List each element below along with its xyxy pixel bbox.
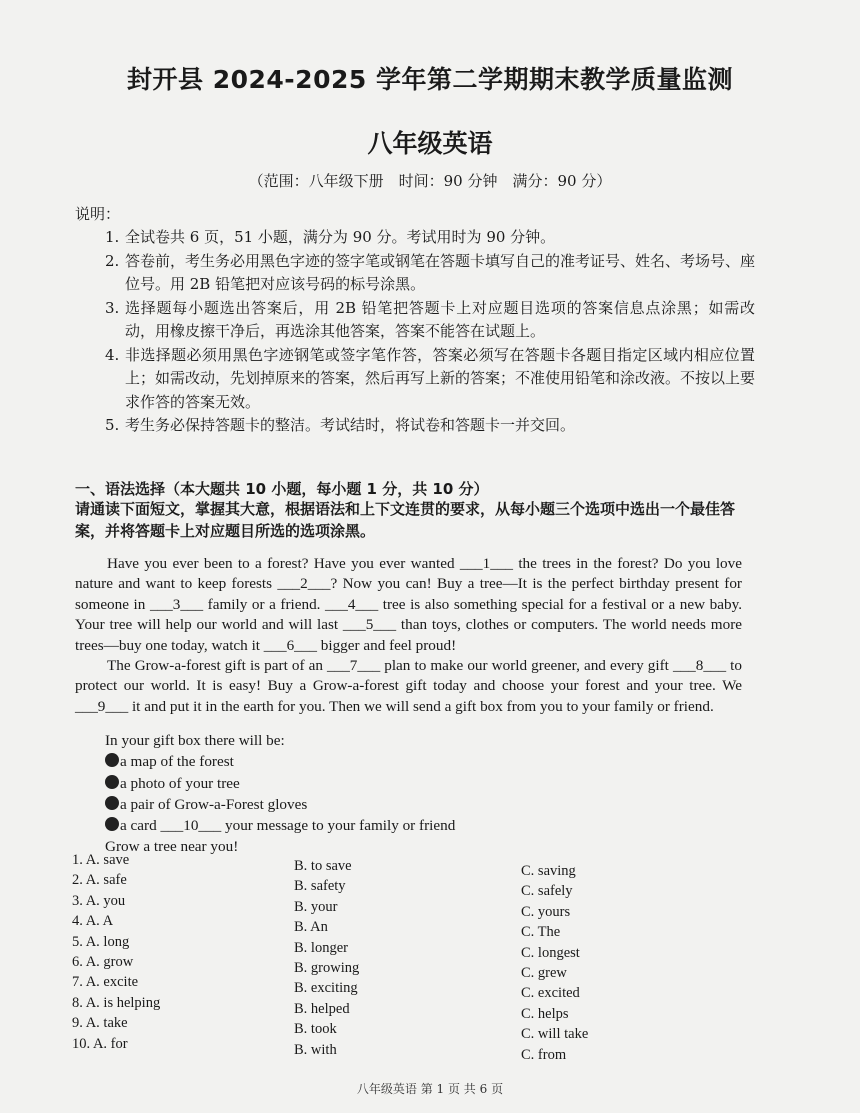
option-item: B. growing [294, 960, 360, 977]
notes-list [105, 226, 755, 438]
list-item [105, 815, 455, 836]
exam-subject: 八年级英语 [367, 129, 493, 158]
note-text: 答卷前，考生务必用黑色字迹的签字笔或钢笔在答题卡填写自己的准考证号、姓名、考场号、座位号。用 2B 铅笔把对应该号码的标号涂黑。 [125, 251, 756, 293]
note-text: 考生务必保持答题卡的整洁。考试结时，将试卷和答题卡一并交回。 [125, 416, 576, 434]
option-item: B. safety [294, 878, 346, 895]
bullet-icon [105, 796, 119, 810]
exam-title: 封开县 2024-2025 学年第二学期期末教学质量监测 [127, 65, 733, 94]
list-item [105, 773, 455, 794]
options-column-b [294, 856, 359, 1060]
note-number: 3. [105, 298, 120, 317]
bullet-icon [105, 775, 119, 789]
section-title: 一、语法选择（本大题共 10 小题，每小题 1 分，共 10 分） [75, 480, 489, 498]
option-item: 10. A. for [72, 1035, 128, 1052]
option-item: C. helps [521, 1005, 569, 1022]
option-item: 9. A. take [72, 1015, 128, 1032]
section-instruction: 请通读下面短文，掌握其大意，根据语法和上下文连贯的要求，从每小题三个选项中选出一个最佳答案，并将答题卡上对应题目所选的选项涂黑。 [75, 500, 736, 540]
option-item: B. longer [294, 939, 348, 956]
option-item: C. excited [521, 985, 580, 1002]
option-item: 6. A. grow [72, 954, 134, 971]
exam-scope: （范围：八年级下册 时间：90 分钟 满分：90 分） [248, 172, 612, 190]
list-intro: In your gift box there will be: [105, 732, 285, 749]
option-item: B. to save [294, 858, 352, 874]
option-item: C. will take [521, 1026, 589, 1043]
option-item: B. helped [294, 1000, 350, 1017]
note-number: 4. [105, 345, 120, 364]
gift-box-list [105, 730, 455, 858]
list-item [105, 794, 455, 815]
note-number: 2. [105, 251, 120, 270]
option-item: B. An [294, 919, 328, 936]
bullet-icon [105, 817, 119, 831]
option-item: 8. A. is helping [72, 994, 161, 1011]
option-item: B. took [294, 1021, 337, 1038]
option-item: 1. A. save [72, 852, 130, 868]
note-text: 选择题每小题选出答案后，用 2B 铅笔把答题卡上对应题目选项的答案信息点涂黑；如需改动，用橡皮擦干净后，再选涂其他答案，答案不能答在试题上。 [125, 298, 755, 340]
option-item: B. your [294, 898, 338, 915]
page-footer: 八年级英语 第 1 页 共 6 页 [356, 1082, 504, 1096]
option-item: 3. A. you [72, 892, 126, 909]
note-item [105, 344, 755, 415]
option-item: C. longest [521, 944, 580, 961]
list-item-text: a photo of your tree [120, 774, 240, 792]
list-item-text: a card ___10___ your message to your family or friend [120, 817, 456, 835]
passage-paragraph: The Grow-a-forest gift is part of an ___7___ plan to make our world greener, and every gift ___8___ to protect our world. It is easy! Buy a Grow-a-forest gift today and choose your forest and your tree. We ___9___ it and put it in the earth for you. Then we will send a gift box from you to your family or friend. [75, 657, 742, 715]
note-item [105, 226, 755, 250]
option-item: 2. A. safe [72, 872, 127, 889]
option-item: C. The [521, 924, 561, 941]
bullet-icon [105, 753, 119, 767]
list-item [105, 751, 455, 772]
option-item: C. yours [521, 903, 571, 920]
option-item: C. from [521, 1046, 567, 1063]
option-item: C. saving [521, 863, 576, 879]
list-closing: Grow a tree near you! [105, 838, 239, 856]
options-column-a [72, 850, 160, 1054]
option-item: B. with [294, 1041, 337, 1058]
note-text: 非选择题必须用黑色字迹钢笔或签字笔作答，答案必须写在答题卡各题目指定区域内相应位置上；如需改动，先划掉原来的答案，然后再写上新的答案；不准使用铅笔和涂改液。不按以上要求作答的答案无效。 [125, 345, 756, 411]
reading-passage [75, 554, 742, 717]
option-item: B. exciting [294, 980, 358, 997]
list-item-text: a pair of Grow-a-Forest gloves [120, 795, 308, 813]
note-text: 全试卷共 6 页，51 小题，满分为 90 分。考试用时为 90 分钟。 [125, 228, 556, 246]
note-item [105, 250, 755, 297]
note-number: 5. [105, 416, 120, 434]
passage-paragraph: Have you ever been to a forest? Have you ever wanted ___1___ the trees in the forest? Do you love nature and want to keep forests ___2___? Now you can! Buy a tree—It is the perfect birthday present for someone in ___3___ family or a friend. ___4___ tree is also something special for a festival or a new baby. Your tree will help our world and will last ___5___ than toys, clothes or computers. The world needs more trees—buy one today, watch it ___6___ bigger and feel proud! [75, 555, 742, 654]
option-item: C. safely [521, 883, 573, 900]
option-item: 7. A. excite [72, 974, 139, 991]
note-number: 1. [105, 228, 120, 246]
notes-heading: 说明： [75, 205, 121, 223]
note-item [105, 414, 755, 438]
options-column-c [521, 861, 588, 1065]
option-item: 5. A. long [72, 933, 130, 950]
note-item [105, 297, 755, 344]
option-item: C. grew [521, 965, 567, 982]
option-item: 4. A. A [72, 913, 114, 930]
list-item-text: a map of the forest [120, 753, 234, 771]
